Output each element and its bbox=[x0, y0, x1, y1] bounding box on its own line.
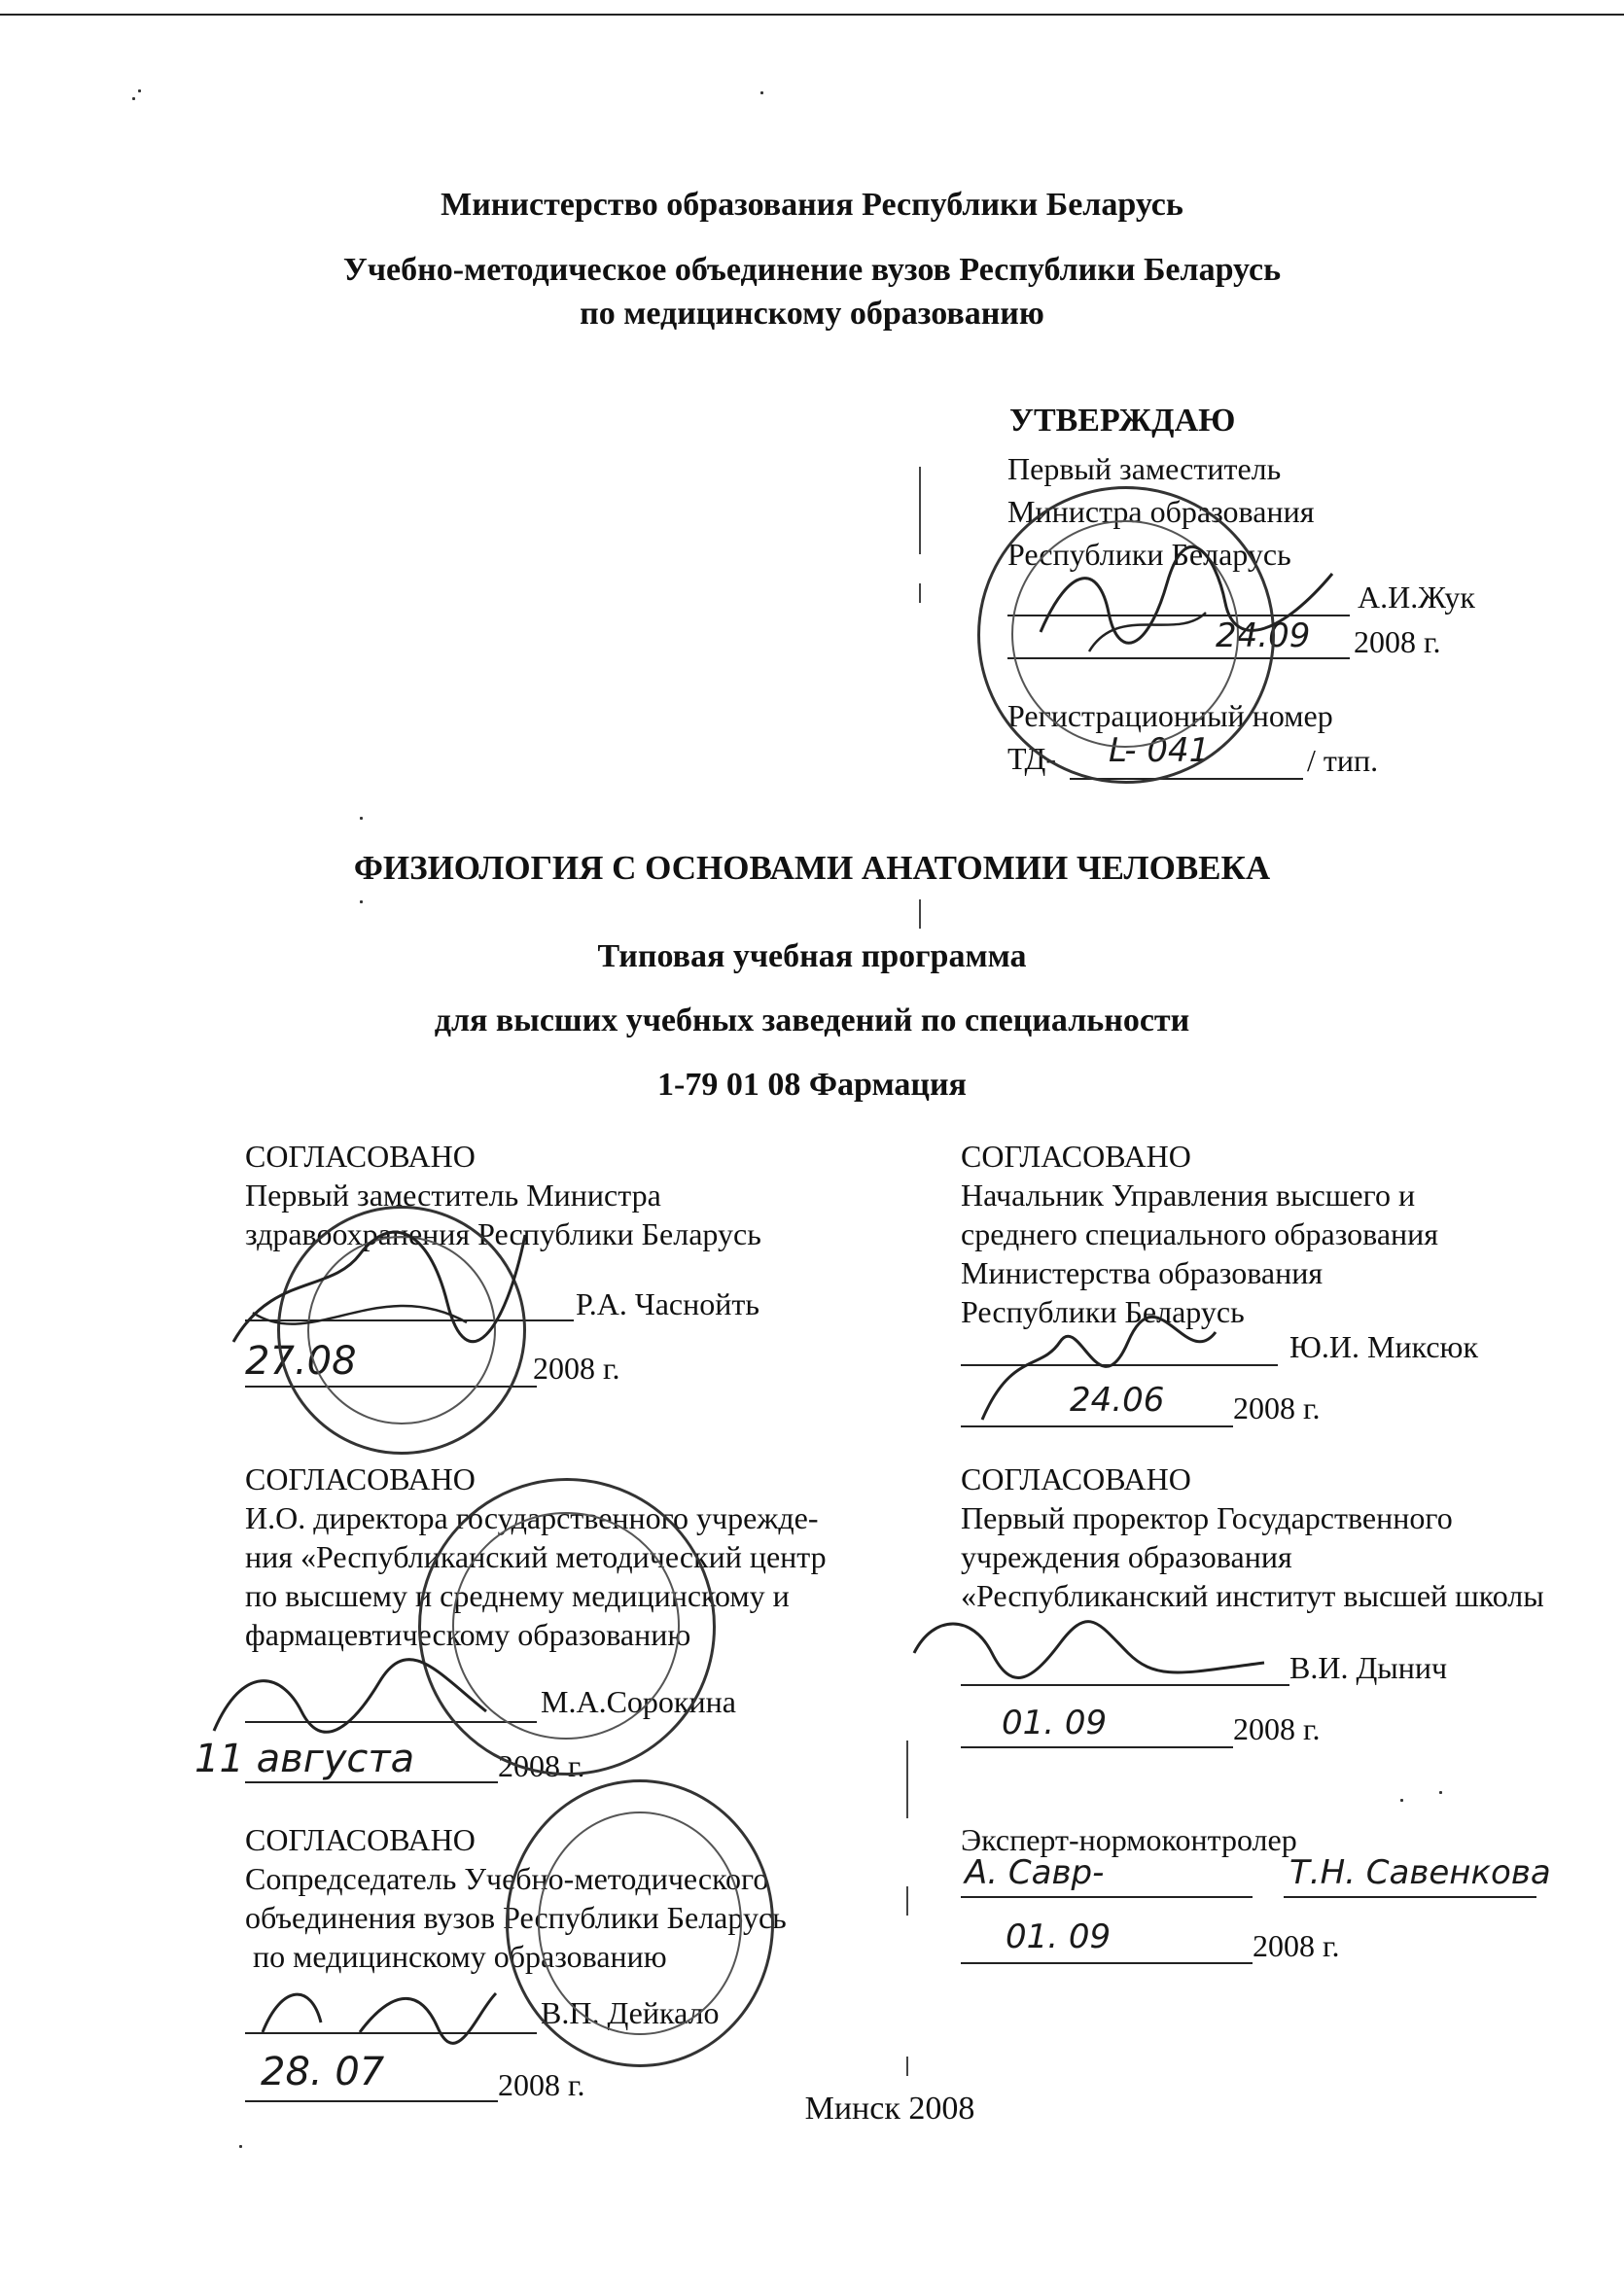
agreement-line: по высшему и среднему медицинскому и bbox=[245, 1578, 790, 1613]
agreement-signature bbox=[972, 1313, 1225, 1429]
agreement-year: 2008 г. bbox=[533, 1351, 620, 1386]
document-title: ФИЗИОЛОГИЯ С ОСНОВАМИ АНАТОМИИ ЧЕЛОВЕКА bbox=[353, 849, 1271, 887]
approval-title: УТВЕРЖДАЮ bbox=[1009, 403, 1236, 439]
scan-speck bbox=[360, 900, 363, 903]
approval-year: 2008 г. bbox=[1354, 624, 1441, 659]
agreement-label: СОГЛАСОВАНО bbox=[245, 1139, 476, 1174]
agreement-year: 2008 г. bbox=[1233, 1390, 1321, 1425]
agreement-label: СОГЛАСОВАНО bbox=[245, 1822, 476, 1857]
name-line bbox=[1284, 1896, 1536, 1898]
scan-speck bbox=[360, 817, 363, 820]
agreement-signature bbox=[253, 1974, 506, 2042]
agreement-signature bbox=[214, 1215, 545, 1371]
agreement-signature bbox=[204, 1653, 496, 1741]
scan-speck bbox=[132, 97, 135, 100]
approval-signature bbox=[1031, 545, 1342, 671]
agreement-line: Сопредседатель Учебно-методического bbox=[245, 1861, 769, 1896]
agreement-date-handwritten: 27.08 bbox=[245, 1339, 357, 1384]
specialty-line: 1-79 01 08 Фармация bbox=[657, 1067, 967, 1103]
document-for-line: для высших учебных заведений по специальности bbox=[434, 1002, 1190, 1038]
agreement-line: Республики Беларусь bbox=[961, 1294, 1245, 1329]
date-line bbox=[961, 1962, 1253, 1964]
agreement-line: Первый заместитель Министра bbox=[245, 1178, 661, 1213]
top-border-line bbox=[0, 14, 1624, 16]
expert-signature-handwritten: А. Савр- bbox=[965, 1853, 1105, 1892]
ministry-heading: Министерство образования Республики Беларусь bbox=[441, 187, 1183, 223]
umo-heading-line2: по медицинскому образованию bbox=[580, 296, 1044, 332]
agreement-year: 2008 г. bbox=[498, 2067, 585, 2102]
agreement-date-handwritten: 28. 07 bbox=[261, 2050, 385, 2094]
agreement-line: по медицинскому образованию bbox=[253, 1939, 667, 1974]
agreement-line: ния «Республиканский методический центр bbox=[245, 1539, 827, 1574]
agreement-line: здравоохранения Республики Беларусь bbox=[245, 1216, 761, 1251]
approval-line3: Республики Беларусь bbox=[1007, 537, 1291, 572]
agreement-name: В.П. Дейкало bbox=[541, 1995, 720, 2030]
approval-line1: Первый заместитель bbox=[1007, 451, 1282, 486]
registration-prefix: ТД- bbox=[1007, 741, 1057, 776]
agreement-name: Ю.И. Миксюк bbox=[1289, 1329, 1478, 1364]
scan-margin-line bbox=[919, 583, 921, 603]
approval-date-handwritten: 24.09 bbox=[1216, 616, 1311, 655]
agreement-name: М.А.Сорокина bbox=[541, 1684, 736, 1719]
scan-margin-line bbox=[906, 1741, 908, 1818]
scan-speck bbox=[1439, 1791, 1442, 1794]
expert-date-handwritten: 01. 09 bbox=[1006, 1917, 1112, 1956]
agreement-label: СОГЛАСОВАНО bbox=[245, 1461, 476, 1496]
umo-heading-line1: Учебно-методическое объединение вузов Республики Беларусь bbox=[342, 252, 1282, 288]
agreement-line: объединения вузов Республики Беларусь bbox=[245, 1900, 787, 1935]
agreement-line: учреждения образования bbox=[961, 1539, 1292, 1574]
approval-name: А.И.Жук bbox=[1358, 580, 1475, 615]
registration-suffix: / тип. bbox=[1307, 743, 1379, 778]
scan-margin-line bbox=[919, 467, 921, 554]
agreement-date-handwritten: 01. 09 bbox=[1002, 1704, 1108, 1742]
agreement-name: Р.А. Часнойть bbox=[576, 1286, 759, 1321]
agreement-line: Первый проректор Государственного bbox=[961, 1500, 1453, 1535]
footer-place-year: Минск 2008 bbox=[804, 2091, 975, 2127]
official-seal-stamp bbox=[506, 1779, 774, 2067]
agreement-line: И.О. директора государственного учрежде- bbox=[245, 1500, 819, 1535]
agreement-year: 2008 г. bbox=[498, 1748, 585, 1783]
date-line bbox=[961, 1746, 1233, 1748]
scan-margin-line bbox=[906, 2057, 908, 2076]
expert-year: 2008 г. bbox=[1253, 1928, 1340, 1963]
agreement-name: В.И. Дынич bbox=[1289, 1650, 1448, 1685]
agreement-signature bbox=[904, 1604, 1274, 1692]
agreement-line: Начальник Управления высшего и bbox=[961, 1178, 1416, 1213]
approval-line2: Министра образования bbox=[1007, 494, 1315, 529]
agreement-date-handwritten: 24.06 bbox=[1070, 1381, 1165, 1420]
agreement-year: 2008 г. bbox=[1233, 1711, 1321, 1746]
scan-speck bbox=[1400, 1799, 1403, 1802]
agreement-line: «Республиканский институт высшей школы bbox=[961, 1578, 1544, 1613]
signature-line bbox=[961, 1896, 1253, 1898]
agreement-line: среднего специального образования bbox=[961, 1216, 1438, 1251]
registration-label: Регистрационный номер bbox=[1007, 698, 1333, 733]
expert-label: Эксперт-нормоконтролер bbox=[961, 1822, 1297, 1857]
agreement-label: СОГЛАСОВАНО bbox=[961, 1139, 1191, 1174]
agreement-line: Министерства образования bbox=[961, 1255, 1324, 1290]
scan-speck bbox=[138, 89, 141, 92]
scan-speck bbox=[760, 91, 763, 94]
document-subtitle: Типовая учебная программа bbox=[597, 938, 1027, 974]
agreement-date-handwritten: 11 августа bbox=[194, 1737, 415, 1781]
expert-name-handwritten: Т.Н. Савенкова bbox=[1289, 1853, 1551, 1892]
agreement-line: фармацевтическому образованию bbox=[245, 1617, 691, 1652]
agreement-label: СОГЛАСОВАНО bbox=[961, 1461, 1191, 1496]
registration-number-handwritten: L- 041 bbox=[1109, 731, 1211, 770]
scan-margin-line bbox=[919, 899, 921, 929]
scan-margin-line bbox=[906, 1886, 908, 1916]
date-line bbox=[245, 1781, 498, 1783]
scan-speck bbox=[239, 2145, 242, 2148]
